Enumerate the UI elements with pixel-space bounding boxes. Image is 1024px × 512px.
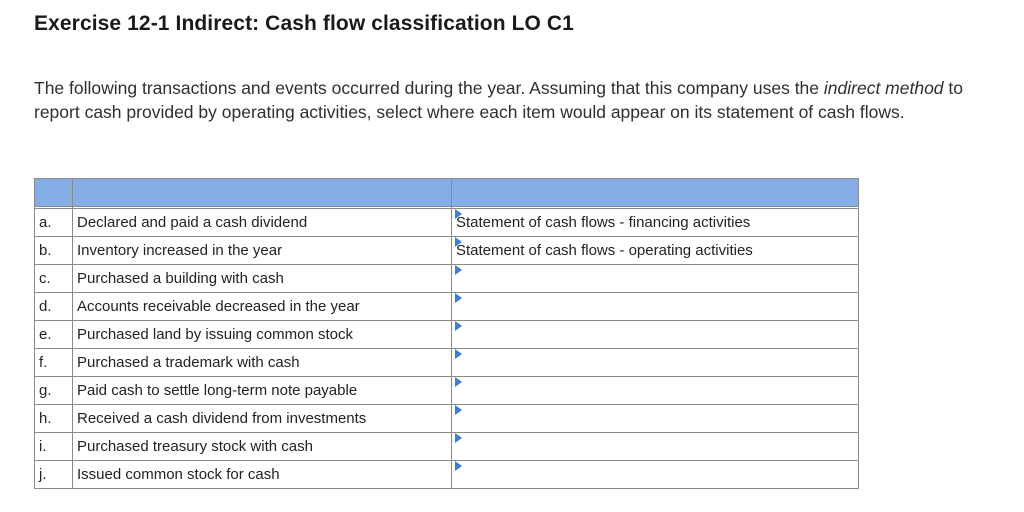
row-letter: h. (35, 405, 73, 433)
exercise-title: Exercise 12-1 Indirect: Cash flow classification LO C1 (34, 12, 574, 35)
dropdown-marker-icon (455, 377, 462, 387)
row-item: Issued common stock for cash (73, 461, 452, 489)
row-letter: f. (35, 349, 73, 377)
table-row (35, 237, 859, 265)
row-item: Purchased a building with cash (73, 265, 452, 293)
row-letter: c. (35, 265, 73, 293)
row-letter: a. (35, 209, 73, 237)
table-header-row (35, 179, 859, 207)
row-item: Purchased land by issuing common stock (73, 321, 452, 349)
row-letter: d. (35, 293, 73, 321)
dropdown-marker-icon (455, 265, 462, 275)
table-row (35, 461, 859, 489)
classification-dropdown[interactable] (452, 461, 859, 489)
dropdown-marker-icon (455, 321, 462, 331)
dropdown-marker-icon (455, 433, 462, 443)
row-item: Declared and paid a cash dividend (73, 209, 452, 237)
row-item: Inventory increased in the year (73, 237, 452, 265)
classification-dropdown[interactable] (452, 293, 859, 321)
dropdown-selected-value: Statement of cash flows - operating activities (456, 242, 753, 259)
classification-dropdown[interactable] (452, 377, 859, 405)
table-row (35, 321, 859, 349)
classification-dropdown[interactable] (452, 321, 859, 349)
instructions-emphasis: indirect method (823, 78, 944, 98)
classification-dropdown[interactable] (452, 433, 859, 461)
table-row (35, 265, 859, 293)
header-cell-letter (35, 179, 73, 207)
dropdown-marker-icon (455, 209, 462, 219)
row-letter: e. (35, 321, 73, 349)
dropdown-marker-icon (455, 405, 462, 415)
table-row (35, 405, 859, 433)
row-letter: b. (35, 237, 73, 265)
row-letter: g. (35, 377, 73, 405)
row-letter: i. (35, 433, 73, 461)
header-cell-item (73, 179, 452, 207)
table-row (35, 293, 859, 321)
dropdown-marker-icon (455, 293, 462, 303)
instructions-part2: to report cash provided by operating activities, select where each item would appear on its statement of cash flows. (34, 78, 964, 122)
dropdown-marker-icon (455, 349, 462, 359)
dropdown-marker-icon (455, 461, 462, 471)
row-item: Received a cash dividend from investments (73, 405, 452, 433)
table-row (35, 433, 859, 461)
classification-dropdown[interactable] (452, 405, 859, 433)
table-row (35, 377, 859, 405)
row-item: Paid cash to settle long-term note payable (73, 377, 452, 405)
table-row (35, 349, 859, 377)
row-item: Purchased treasury stock with cash (73, 433, 452, 461)
header-cell-classification (452, 179, 859, 207)
classification-table (34, 178, 859, 489)
instructions (34, 76, 1009, 124)
table-row (35, 209, 859, 237)
classification-dropdown[interactable] (452, 209, 859, 237)
dropdown-selected-value: Statement of cash flows - financing activities (456, 214, 751, 231)
row-item: Purchased a trademark with cash (73, 349, 452, 377)
dropdown-marker-icon (455, 237, 462, 247)
row-letter: j. (35, 461, 73, 489)
row-item: Accounts receivable decreased in the year (73, 293, 452, 321)
instructions-part1: The following transactions and events occurred during the year. Assuming that this company uses the (34, 78, 824, 98)
classification-dropdown[interactable] (452, 349, 859, 377)
classification-dropdown[interactable] (452, 265, 859, 293)
classification-dropdown[interactable] (452, 237, 859, 265)
